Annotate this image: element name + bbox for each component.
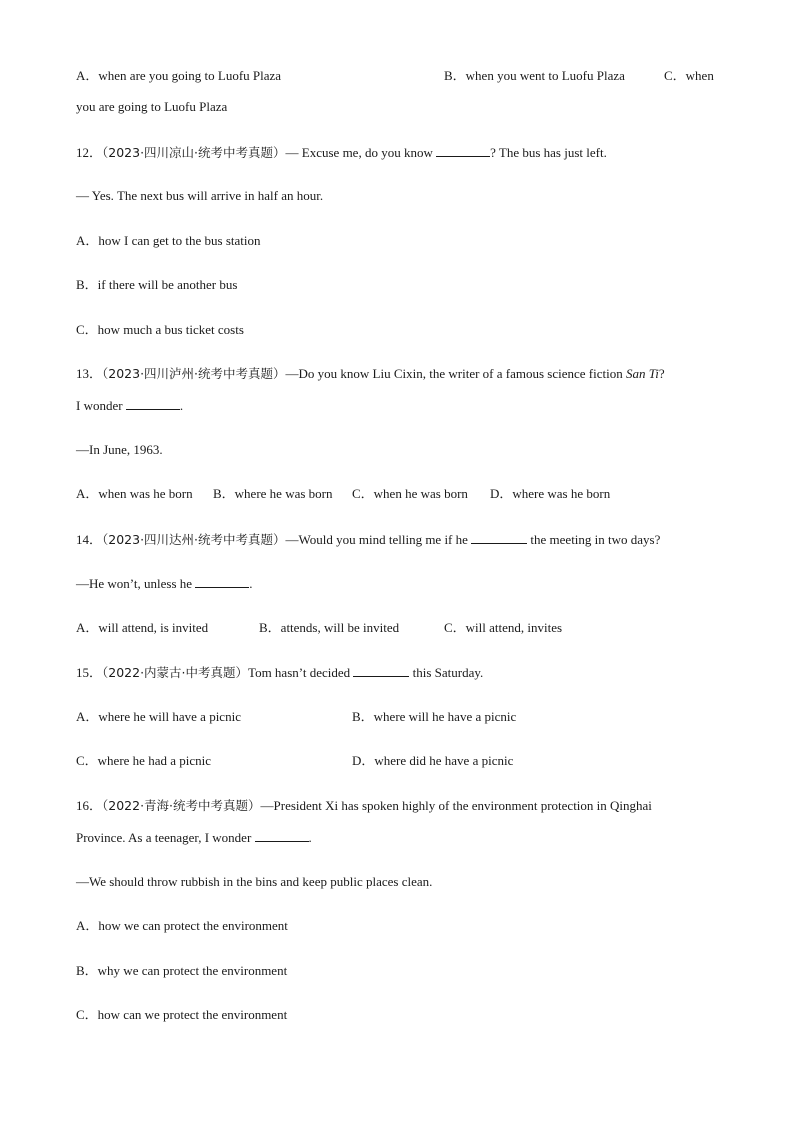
- q13-stem-line2: [76, 397, 183, 414]
- q13-question-mark: ?: [658, 366, 665, 381]
- q13-book-title: San Ti: [625, 366, 659, 381]
- q13-option-c: C．when he was born: [352, 486, 468, 501]
- q14-option-a: A．will attend, is invited: [76, 620, 209, 635]
- q12-stem-after: ? The bus has just left.: [490, 145, 607, 160]
- q16-stem-1: —President Xi has spoken highly of the environment protection in Qinghai: [260, 798, 652, 813]
- q15-stem: [76, 664, 483, 681]
- q14-number: 14．: [76, 532, 103, 547]
- q14-reply-after: .: [249, 576, 253, 591]
- q16-stem-end: .: [308, 830, 312, 845]
- q16-blank: [255, 829, 309, 842]
- q16-option-b: B．why we can protect the environment: [76, 963, 288, 978]
- q16-number: 16．: [76, 798, 103, 813]
- q13-option-d: D．where was he born: [490, 486, 611, 501]
- q15-stem-after: this Saturday.: [412, 665, 484, 680]
- q14-source: （2023·四川达州·统考中考真题）: [102, 532, 286, 547]
- q15-option-c: C．where he had a picnic: [76, 753, 212, 768]
- q14-stem-after: the meeting in two days?: [530, 532, 661, 547]
- q15-number: 15．: [76, 665, 103, 680]
- q16-option-a: A．how we can protect the environment: [76, 918, 288, 933]
- q13-stem: [76, 366, 665, 382]
- q13-stem-before: —Do you know Liu Cixin, the writer of a famous science fiction: [285, 366, 626, 381]
- q14-option-c: C．will attend, invites: [444, 620, 563, 635]
- q15-blank: [353, 664, 409, 677]
- q12-stem: [76, 144, 607, 161]
- q15-option-d: D．where did he have a picnic: [352, 753, 514, 768]
- q13-blank: [126, 397, 180, 410]
- q11-option-a: A．when are you going to Luofu Plaza: [76, 68, 282, 83]
- q12-option-c: C．how much a bus ticket costs: [76, 322, 244, 337]
- q11-option-c: C．when: [664, 68, 714, 83]
- q16-stem: [76, 798, 652, 814]
- q13-source: （2023·四川泸州·统考中考真题）: [102, 366, 286, 381]
- q14-stem: [76, 531, 660, 548]
- q15-source: （2022·内蒙古·中考真题）: [102, 665, 249, 680]
- q14-reply: [76, 575, 253, 592]
- q14-blank-1: [471, 531, 527, 544]
- q15-stem-before: Tom hasn’t decided: [248, 665, 351, 680]
- q12-stem-before: — Excuse me, do you know: [285, 145, 433, 160]
- q13-stem-end: .: [179, 398, 184, 413]
- q16-stem-line2: [76, 829, 312, 846]
- q16-source: （2022·青海·统考中考真题）: [102, 798, 261, 813]
- q16-stem-2: Province. As a teenager, I wonder: [76, 830, 252, 845]
- q14-stem-before: —Would you mind telling me if he: [285, 532, 468, 547]
- q12-number: 12．: [76, 145, 103, 160]
- q16-reply: —We should throw rubbish in the bins and keep public places clean.: [76, 874, 433, 889]
- q15-option-a: A．where he will have a picnic: [76, 709, 241, 724]
- q15-option-b: B．where will he have a picnic: [352, 709, 517, 724]
- q12-reply: — Yes. The next bus will arrive in half an hour.: [76, 188, 324, 203]
- q13-option-a: A．when was he born: [76, 486, 193, 501]
- q12-source: （2023·四川凉山·统考中考真题）: [102, 145, 286, 160]
- q14-blank-2: [195, 575, 249, 588]
- q14-reply-before: —He won’t, unless he: [76, 576, 193, 591]
- q11-option-b: B．when you went to Luofu Plaza: [444, 68, 625, 83]
- q12-option-a: A．how I can get to the bus station: [76, 233, 261, 248]
- q12-option-b: B．if there will be another bus: [76, 277, 238, 292]
- q13-option-b: B．where he was born: [213, 486, 333, 501]
- q11-option-c-continued: you are going to Luofu Plaza: [76, 99, 228, 114]
- q13-reply: —In June, 1963.: [76, 442, 163, 457]
- q14-option-b: B．attends, will be invited: [259, 620, 400, 635]
- q13-number: 13．: [76, 366, 103, 381]
- q12-blank: [436, 144, 490, 157]
- q13-stem-2: I wonder: [76, 398, 123, 413]
- q16-option-c: C．how can we protect the environment: [76, 1007, 288, 1022]
